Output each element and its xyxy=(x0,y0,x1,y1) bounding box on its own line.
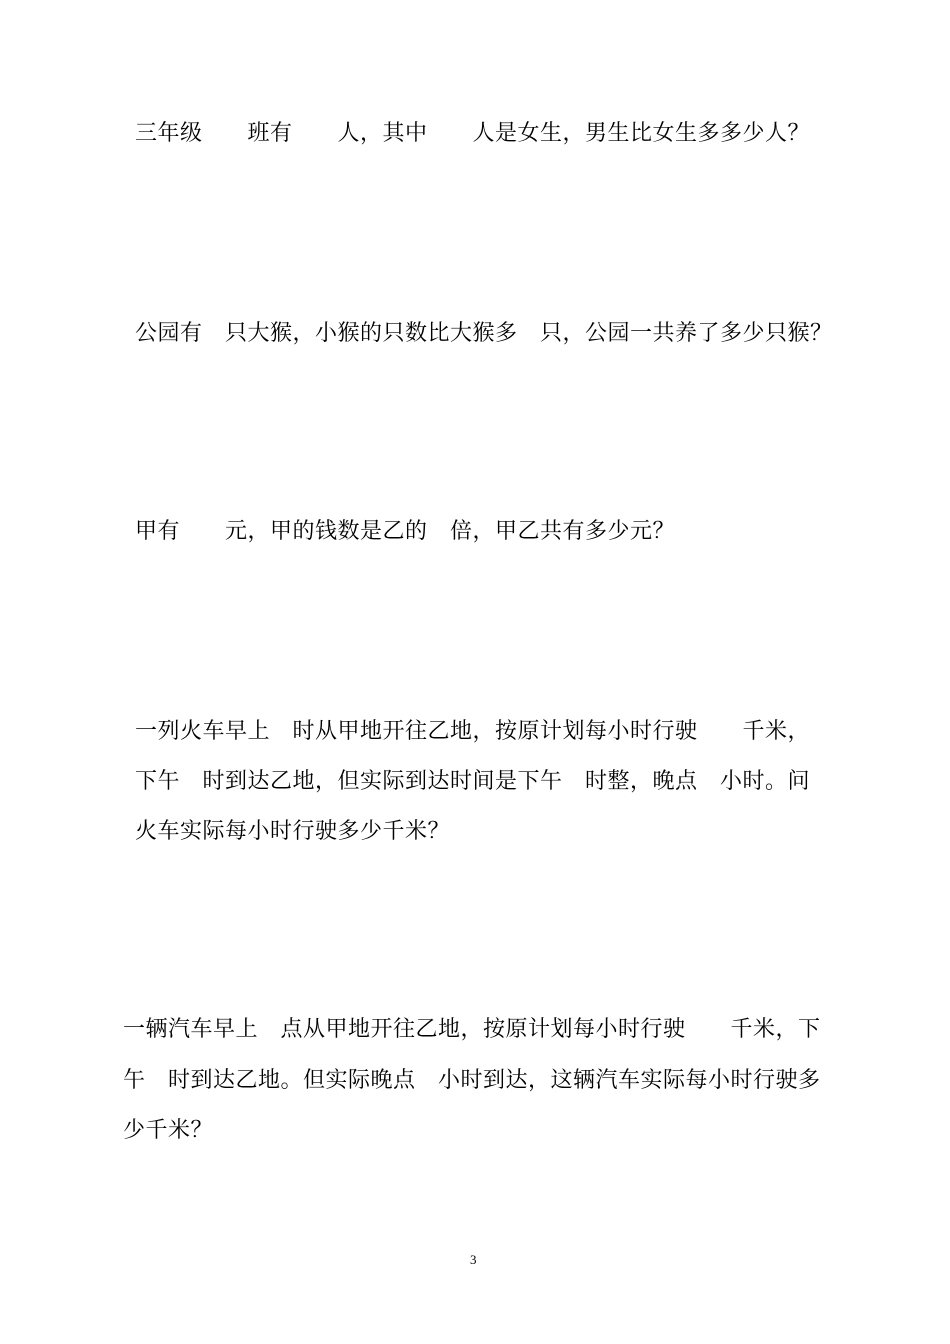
problem-3-line-1: 甲有 元，甲的钱数是乙的 倍，甲乙共有多少元？ xyxy=(135,519,676,544)
problem-4-line-1: 一列火车早上 时从甲地开往乙地，按原计划每小时行驶 千米， xyxy=(135,719,811,744)
problem-5-line-1: 一辆汽车早上 点从甲地开往乙地，按原计划每小时行驶 千米，下 xyxy=(123,1017,821,1042)
problem-4-line-3: 火车实际每小时行驶多少千米？ xyxy=(135,819,451,844)
page-number: 3 xyxy=(470,1252,477,1267)
problem-5-line-2: 午 时到达乙地。但实际晚点 小时到达，这辆汽车实际每小时行驶多 xyxy=(123,1068,821,1093)
problem-5-line-3: 少千米？ xyxy=(123,1118,214,1143)
problem-4-line-2: 下午 时到达乙地，但实际到达时间是下午 时整，晚点 小时。问 xyxy=(135,769,811,794)
problem-1-line-1: 三年级 班有 人，其中 人是女生，男生比女生多多少人？ xyxy=(135,121,811,146)
problem-2-line-1: 公园有 只大猴，小猴的只数比大猴多 只，公园一共养了多少只猴？ xyxy=(135,321,833,346)
